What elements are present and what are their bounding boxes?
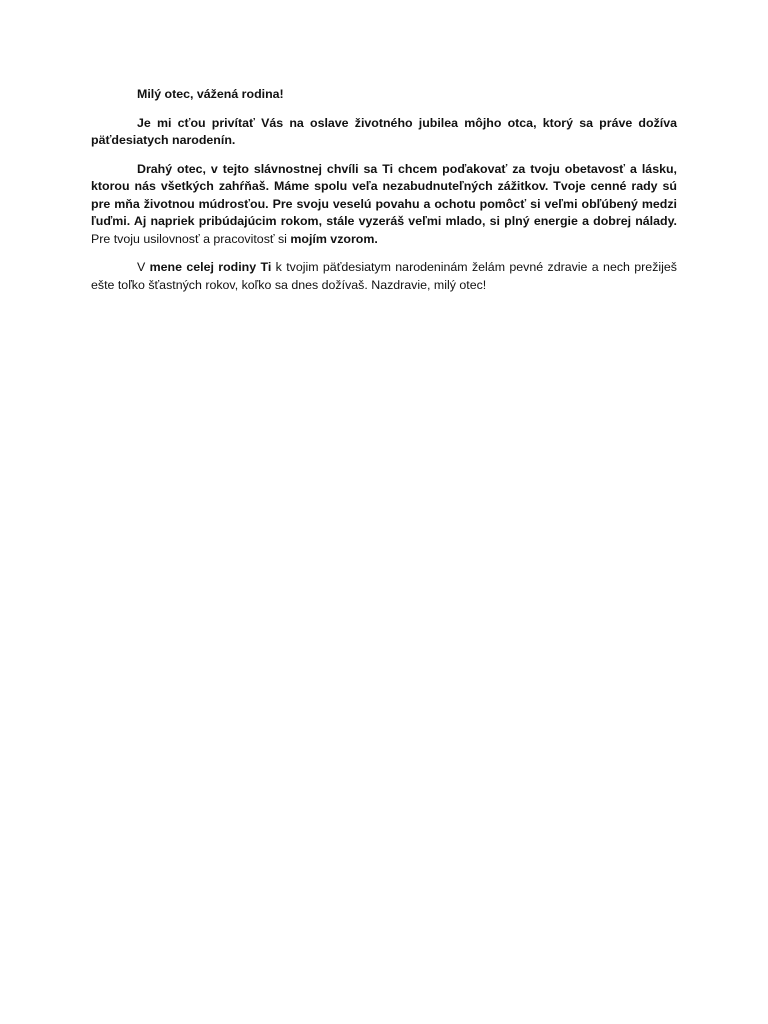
paragraph-thanks-bold-end: mojím vzorom. [290,231,378,246]
paragraph-wishes-start: V [137,260,150,274]
paragraph-wishes-regular: k tvojim päťdesiatym narodeninám želám pevné zdravie a nech prežiješ ešte toľko šťastných rokov, koľko sa dnes dožívaš. Nazdravie, milý otec! [91,260,677,292]
letter-body [91,86,677,305]
letter-greeting: Milý otec, vážená rodina! [137,87,284,101]
paragraph-thanks-regular: Pre tvoju usilovnosť a pracovitosť si [91,231,291,246]
paragraph-thanks-bold: Drahý otec, v tejto slávnostnej chvíli sa Ti chcem poďakovať za tvoju obetavosť a lásku, ktorou nás všetkých zahŕňaš. Máme spolu veľa nezabudnuteľných zážitkov. Tvoje cenné rady sú pre mňa životnou múdrosťou. Pre svoju veselú povahu a ochotu pomôcť si veľmi obľúbený medzi ľuďmi. Aj napriek pribúdajúcim rokom, stále vyzeráš veľmi mlado, si plný energie a dobrej nálady. [91,161,677,228]
paragraph-wishes [91,259,677,294]
paragraph-invitation: Je mi cťou privítať Vás na oslave životného jubilea môjho otca, ktorý sa práve dožíva päťdesiatych narodenín. [91,115,677,147]
paragraph-wishes-bold: mene celej rodiny Ti [149,260,272,274]
paragraph-thanks [91,161,677,249]
